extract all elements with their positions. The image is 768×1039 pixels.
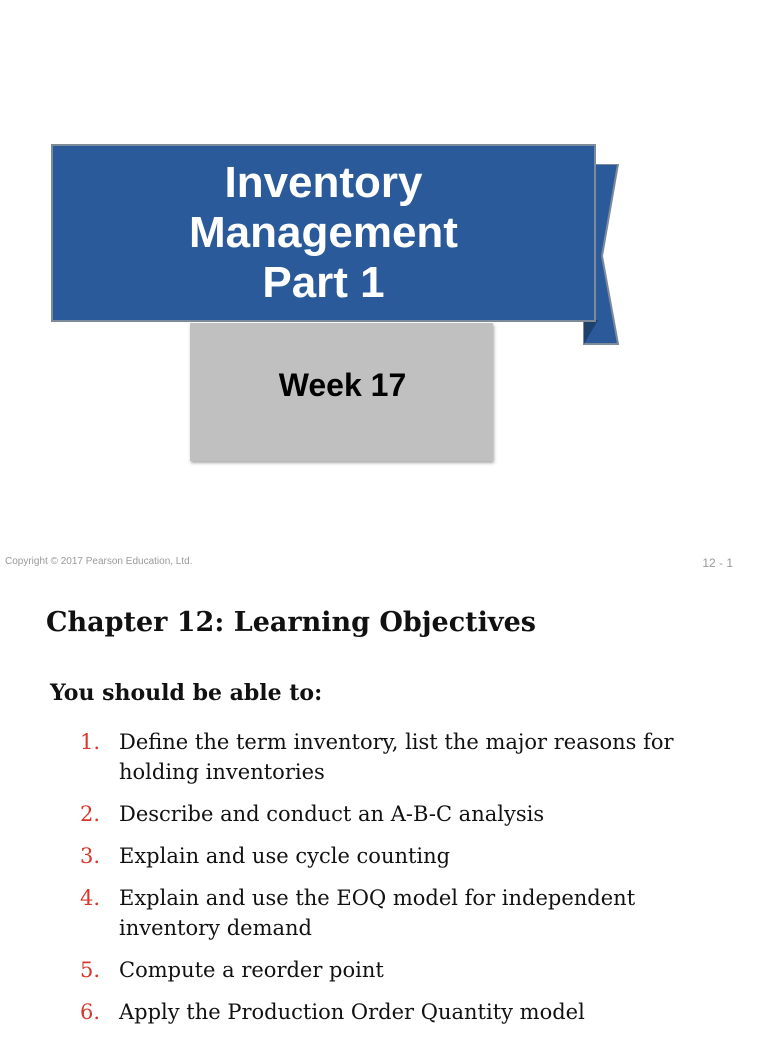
list-item <box>80 727 720 787</box>
list-number: 4. <box>80 886 101 910</box>
week-label: Week 17 <box>278 367 407 403</box>
title-banner <box>51 144 596 322</box>
list-text: Compute a reorder point <box>119 958 384 982</box>
title-line: Management <box>189 208 458 257</box>
list-text: Explain and use cycle counting <box>119 844 451 868</box>
list-text: Explain and use the EOQ model for independent inventory demand <box>119 886 636 940</box>
list-item <box>80 883 720 943</box>
list-text: Apply the Production Order Quantity model <box>119 1000 585 1024</box>
list-number: 3. <box>80 844 101 868</box>
list-text: Describe and conduct an A-B-C analysis <box>119 802 545 826</box>
subtitle-box <box>190 323 493 461</box>
list-item <box>80 841 720 871</box>
title-line: Inventory <box>224 158 423 207</box>
list-text: Define the term inventory, list the major reasons for holding inventories <box>119 730 674 784</box>
list-number: 5. <box>80 958 101 982</box>
list-item <box>80 997 720 1027</box>
list-number: 1. <box>80 730 101 754</box>
list-number: 6. <box>80 1000 101 1024</box>
page-number: 12 - 1 <box>702 556 733 570</box>
list-item <box>80 955 720 985</box>
list-item <box>80 799 720 829</box>
title-line: Part 1 <box>262 258 385 307</box>
objectives-subheading: You should be able to: <box>50 680 323 706</box>
chapter-title: Chapter 12: Learning Objectives <box>46 607 536 638</box>
copyright-text: Copyright © 2017 Pearson Education, Ltd. <box>5 556 193 567</box>
objectives-slide <box>0 585 768 1024</box>
list-number: 2. <box>80 802 101 826</box>
slide-title <box>189 158 458 308</box>
objectives-list <box>80 727 720 1039</box>
